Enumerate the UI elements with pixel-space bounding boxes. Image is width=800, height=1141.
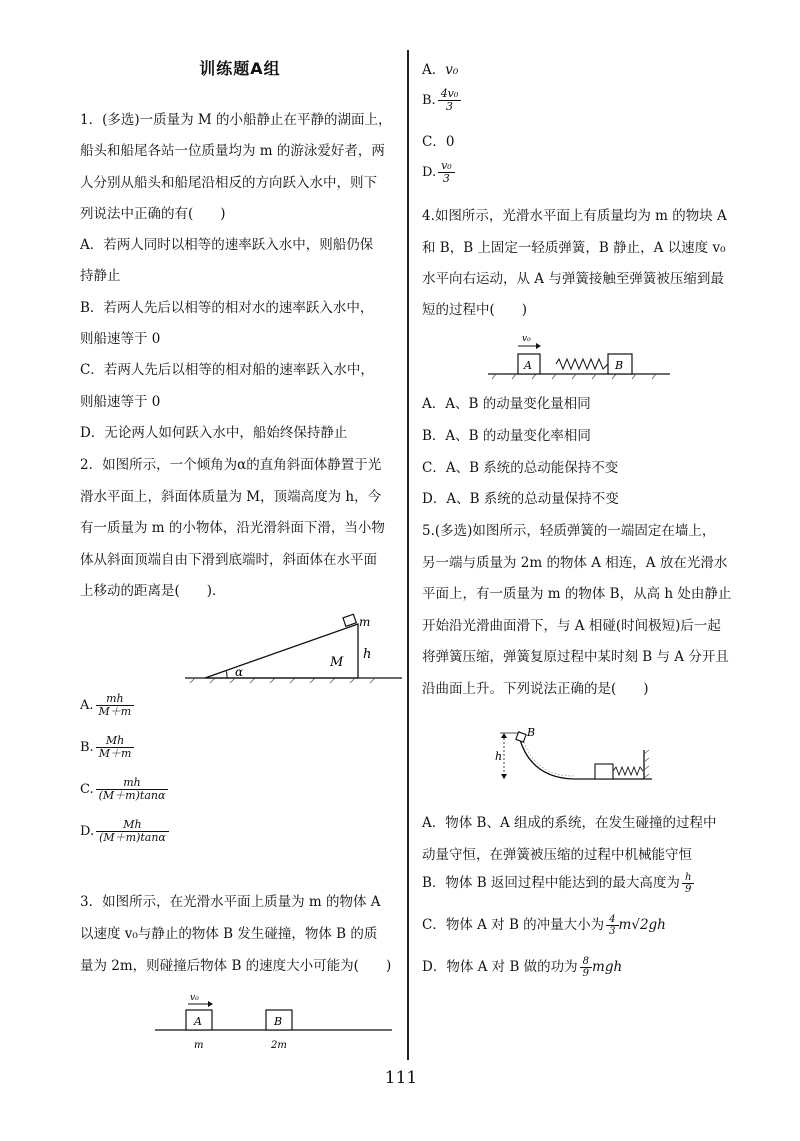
q5-option-d: D．物体 A 对 B 做的功为 $\frac{8}{9}$ mgh bbox=[422, 956, 623, 979]
q2-incline-figure bbox=[180, 612, 410, 684]
q1-option-a: A．若两人同时以相等的速率跃入水中，则船仍保 bbox=[80, 237, 374, 253]
q5-line: 开始沿光滑曲面滑下，与 A 相碰(时间极短)后一起 bbox=[422, 618, 721, 634]
block-b-label: B bbox=[527, 726, 536, 739]
q5-option-a: A．物体 B、A 组成的系统，在发生碰撞的过程中 bbox=[422, 815, 717, 831]
q1-line: 1．(多选)一质量为 M 的小船静止在平静的湖面上， bbox=[80, 112, 392, 128]
q3-collision-figure bbox=[150, 990, 400, 1052]
q2-line: 上移动的距离是( )． bbox=[80, 583, 226, 599]
q3-line: 3．如图所示，在光滑水平面上质量为 m 的物体 A bbox=[80, 894, 381, 910]
q3-option-a: A．v₀ bbox=[422, 62, 459, 78]
alpha-label: α bbox=[235, 665, 244, 679]
q1-line: 船头和船尾各站一位质量均为 m 的游泳爱好者，两 bbox=[80, 143, 385, 159]
q3-option-b: B. $\frac{\text{4v₀}}{3}$ bbox=[422, 88, 461, 113]
velocity-arrowhead bbox=[208, 1001, 213, 1007]
mass-b-label: 2m bbox=[271, 1040, 287, 1051]
q2-line: 滑水平面上，斜面体质量为 M，顶端高度为 h，今 bbox=[80, 489, 382, 505]
q3-line: 以速度 v₀与静止的物体 B 发生碰撞，物体 B 的质 bbox=[80, 926, 378, 942]
page-number: 111 bbox=[384, 1068, 418, 1088]
q5-line: 另一端与质量为 2m 的物体 A 相连，A 放在光滑水 bbox=[422, 555, 728, 571]
q5-line: 沿曲面上升。下列说法正确的是( ) bbox=[422, 681, 649, 697]
M-label: M bbox=[330, 655, 344, 670]
q1-line: 人分别从船头和船尾沿相反的方向跃入水中，则下 bbox=[80, 175, 377, 191]
page-title: 训练题A组 bbox=[199, 59, 281, 78]
q2-line: 有一质量为 m 的小物体，沿光滑斜面下滑，当小物 bbox=[80, 520, 385, 536]
v0-label: v₀ bbox=[522, 334, 531, 344]
q5-line: 将弹簧压缩，弹簧复原过程中某时刻 B 与 A 分开且 bbox=[422, 649, 729, 665]
ground-hatch bbox=[190, 678, 375, 683]
spring bbox=[556, 359, 608, 369]
v0-label: v₀ bbox=[190, 993, 199, 1003]
q2-option-d: D. $\frac{Mh}{(M+m)\tan\alpha}$ bbox=[80, 819, 169, 844]
curved-surface bbox=[520, 740, 574, 779]
wall-hatch bbox=[644, 750, 649, 778]
q3-option-d: D. $\frac{\text{v₀}}{3}$ bbox=[422, 160, 455, 185]
height-arrow-bottom bbox=[501, 774, 507, 779]
block-b-label: B bbox=[615, 359, 624, 372]
spring bbox=[613, 767, 643, 775]
velocity-arrowhead bbox=[536, 343, 541, 349]
q2-option-a: A. $\frac{mh}{M+m}$ bbox=[80, 693, 134, 718]
q1-option-b: B．若两人先后以相等的相对水的速率跃入水中， bbox=[80, 300, 374, 316]
q2-line: 体从斜面顶端自由下滑到底端时，斜面体在水平面 bbox=[80, 552, 377, 568]
m-label: m bbox=[359, 615, 371, 629]
q2-option-b: B. $\frac{Mh}{M+m}$ bbox=[80, 735, 134, 760]
q5-option-c: C．物体 A 对 B 的冲量大小为 $\frac{4}{3}$ m√2gh bbox=[422, 914, 666, 937]
height-arrow-top bbox=[501, 733, 507, 738]
q5-option-a-cont: 动量守恒，在弹簧被压缩的过程中机械能守恒 bbox=[422, 847, 692, 863]
small-block bbox=[343, 614, 356, 626]
q4-line: 4.如图所示，光滑水平面上有质量均为 m 的物块 A bbox=[422, 208, 727, 224]
q3-line: 量为 2m，则碰撞后物体 B 的速度大小可能为( ) bbox=[80, 958, 392, 974]
q1-option-d: D．无论两人如何跃入水中，船始终保持静止 bbox=[80, 425, 348, 441]
angle-arc bbox=[226, 670, 227, 678]
mass-a-label: m bbox=[194, 1040, 204, 1051]
q1-option-c-cont: 则船速等于 0 bbox=[80, 394, 161, 410]
q2-line: 2．如图所示，一个倾角为α的直角斜面体静置于光 bbox=[80, 457, 382, 473]
q2-option-c: C. $\frac{mh}{(M+m)\tan\alpha}$ bbox=[80, 777, 168, 802]
block-a-label: A bbox=[194, 1015, 202, 1028]
q1-option-b-cont: 则船速等于 0 bbox=[80, 331, 161, 347]
q4-line: 水平向右运动，从 A 与弹簧接触至弹簧被压缩到最 bbox=[422, 271, 724, 287]
q4-option-b: B．A、B 的动量变化率相同 bbox=[422, 428, 591, 444]
q5-line: 5.(多选)如图所示，轻质弹簧的一端固定在墙上， bbox=[422, 523, 716, 539]
block-a bbox=[595, 764, 613, 779]
column-divider bbox=[407, 50, 409, 1060]
h-label: h bbox=[495, 750, 503, 763]
curve-shading bbox=[524, 742, 574, 776]
q4-option-d: D．A、B 系统的总动量保持不变 bbox=[422, 491, 619, 507]
q4-option-a: A．A、B 的动量变化量相同 bbox=[422, 396, 591, 412]
q4-line: 短的过程中( ) bbox=[422, 302, 528, 318]
q4-line: 和 B，B 上固定一轻质弹簧，B 静止，A 以速度 v₀ bbox=[422, 240, 726, 256]
q5-option-b: B．物体 B 返回过程中能达到的最大高度为 $\frac{h}{9}$ bbox=[422, 872, 694, 895]
block-a-label: A bbox=[524, 359, 532, 372]
h-label: h bbox=[363, 647, 372, 662]
q3-option-c: C．0 bbox=[422, 134, 455, 150]
q4-option-c: C．A、B 系统的总动能保持不变 bbox=[422, 460, 619, 476]
q4-spring-figure bbox=[484, 330, 674, 382]
block-b bbox=[516, 732, 526, 742]
q5-line: 平面上，有一质量为 m 的物体 B，从高 h 处由静止 bbox=[422, 586, 732, 602]
q1-line: 列说法中正确的有( ) bbox=[80, 206, 226, 222]
ground-hatch bbox=[492, 374, 656, 379]
q1-option-c: C．若两人先后以相等的相对船的速率跃入水中， bbox=[80, 362, 374, 378]
block-b-label: B bbox=[274, 1015, 283, 1028]
q5-curve-figure bbox=[492, 726, 662, 786]
q1-option-a-cont: 持静止 bbox=[80, 268, 121, 284]
